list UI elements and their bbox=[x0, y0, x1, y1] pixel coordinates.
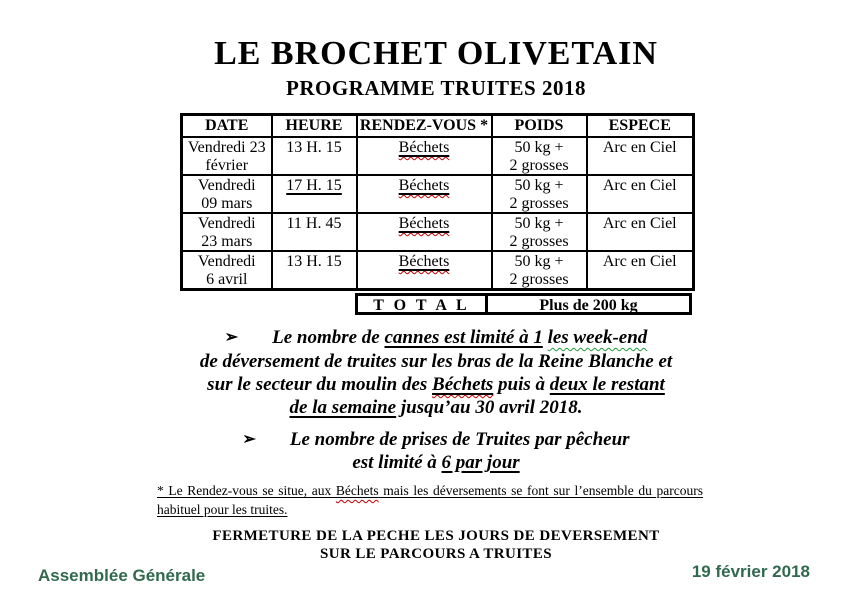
cell-espece bbox=[587, 251, 694, 290]
cell-heure bbox=[272, 251, 357, 290]
cell-date bbox=[182, 175, 272, 213]
cell-heure bbox=[272, 175, 357, 213]
cell-rendez-vous bbox=[357, 251, 492, 290]
espece-value: Arc en Ciel bbox=[602, 253, 677, 270]
cell-poids bbox=[492, 251, 587, 290]
header-rendez-vous: RENDEZ-VOUS * bbox=[357, 115, 492, 138]
cell-heure bbox=[272, 213, 357, 251]
header-heure: HEURE bbox=[272, 115, 357, 138]
poids-line1: 50 kg + bbox=[514, 253, 564, 270]
bullet-item-cannes bbox=[18, 326, 854, 419]
bullet-line: de déversement de truites sur les bras de la Reine Blanche et bbox=[199, 351, 673, 372]
poids-line2: 2 grosses bbox=[509, 194, 569, 212]
closure-notice bbox=[18, 528, 854, 563]
espece-value: Arc en Ciel bbox=[602, 177, 677, 194]
slide-content bbox=[18, 0, 854, 563]
total-value: Plus de 200 kg bbox=[488, 293, 692, 315]
rendez-vous-value: Béchets bbox=[398, 215, 450, 232]
poids-line1: 50 kg + bbox=[514, 139, 564, 156]
table-row bbox=[182, 137, 694, 175]
header-date: DATE bbox=[182, 115, 272, 138]
bullet-line: de la semaine jusqu’au 30 avril 2018. bbox=[289, 397, 583, 418]
date-line2: février bbox=[205, 156, 249, 174]
cell-heure bbox=[272, 137, 357, 175]
header-espece: ESPECE bbox=[587, 115, 694, 138]
heure-value: 11 H. 45 bbox=[286, 215, 342, 232]
table-row bbox=[182, 213, 694, 251]
program-table bbox=[180, 113, 695, 291]
header-poids: POIDS bbox=[492, 115, 587, 138]
bullet-line: sur le secteur du moulin des Béchets puis à deux le restant bbox=[207, 374, 665, 395]
date-line1: Vendredi bbox=[197, 177, 256, 194]
date-line1: Vendredi bbox=[197, 215, 256, 232]
heure-value: 17 H. 15 bbox=[286, 177, 342, 194]
bullet-item-prises bbox=[18, 429, 854, 474]
date-line1: Vendredi 23 bbox=[187, 139, 266, 156]
date-line2: 09 mars bbox=[201, 194, 253, 212]
cell-poids bbox=[492, 213, 587, 251]
date-line2: 6 avril bbox=[206, 270, 248, 288]
document-subtitle: PROGRAMME TRUITES 2018 bbox=[286, 76, 586, 100]
poids-line2: 2 grosses bbox=[509, 156, 569, 174]
rendez-vous-value: Béchets bbox=[398, 139, 450, 156]
rendez-vous-value: Béchets bbox=[398, 177, 450, 194]
poids-line2: 2 grosses bbox=[509, 270, 569, 288]
espece-value: Arc en Ciel bbox=[602, 215, 677, 232]
arrow-bullet-icon: ➢ bbox=[224, 329, 239, 346]
cell-espece bbox=[587, 137, 694, 175]
poids-line1: 50 kg + bbox=[514, 215, 564, 232]
total-label: T O T A L bbox=[355, 293, 488, 315]
bullet-line: est limité à 6 par jour bbox=[352, 452, 520, 473]
heure-value: 13 H. 15 bbox=[286, 139, 342, 156]
arrow-bullet-icon: ➢ bbox=[242, 431, 256, 448]
closure-line1: FERMETURE DE LA PECHE LES JOURS DE DEVERSEMENT bbox=[212, 528, 660, 544]
espece-value: Arc en Ciel bbox=[602, 139, 677, 156]
cell-rendez-vous bbox=[357, 137, 492, 175]
table-row bbox=[182, 175, 694, 213]
cell-date bbox=[182, 251, 272, 290]
table-row bbox=[182, 251, 694, 290]
bullet-list bbox=[18, 326, 854, 474]
document-title: LE BROCHET OLIVETAIN bbox=[214, 35, 658, 72]
cell-rendez-vous bbox=[357, 213, 492, 251]
poids-line1: 50 kg + bbox=[514, 177, 564, 194]
poids-line2: 2 grosses bbox=[509, 232, 569, 250]
table-header-row bbox=[182, 115, 694, 138]
rendez-vous-value: Béchets bbox=[398, 253, 450, 270]
date-line2: 23 mars bbox=[201, 232, 253, 250]
footnote: * Le Rendez-vous se situe, aux Béchets mais les déversements se font sur l’ensemble du parcours habituel pour les truites. bbox=[157, 483, 704, 517]
heure-value: 13 H. 15 bbox=[286, 253, 342, 270]
date-line1: Vendredi bbox=[197, 253, 256, 270]
cell-poids bbox=[492, 137, 587, 175]
cell-rendez-vous bbox=[357, 175, 492, 213]
cell-espece bbox=[587, 213, 694, 251]
closure-line2: SUR LE PARCOURS A TRUITES bbox=[319, 545, 552, 562]
total-row bbox=[355, 293, 854, 315]
bullet-line: ➢ Le nombre de cannes est limité à 1 les week-end bbox=[224, 327, 648, 348]
cell-poids bbox=[492, 175, 587, 213]
cell-date bbox=[182, 137, 272, 175]
footer-date: 19 février 2018 bbox=[691, 562, 810, 581]
bullet-line: ➢ Le nombre de prises de Truites par pêcheur bbox=[242, 429, 630, 450]
cell-espece bbox=[587, 175, 694, 213]
cell-date bbox=[182, 213, 272, 251]
footer-assemblee-generale: Assemblée Générale bbox=[38, 566, 206, 585]
